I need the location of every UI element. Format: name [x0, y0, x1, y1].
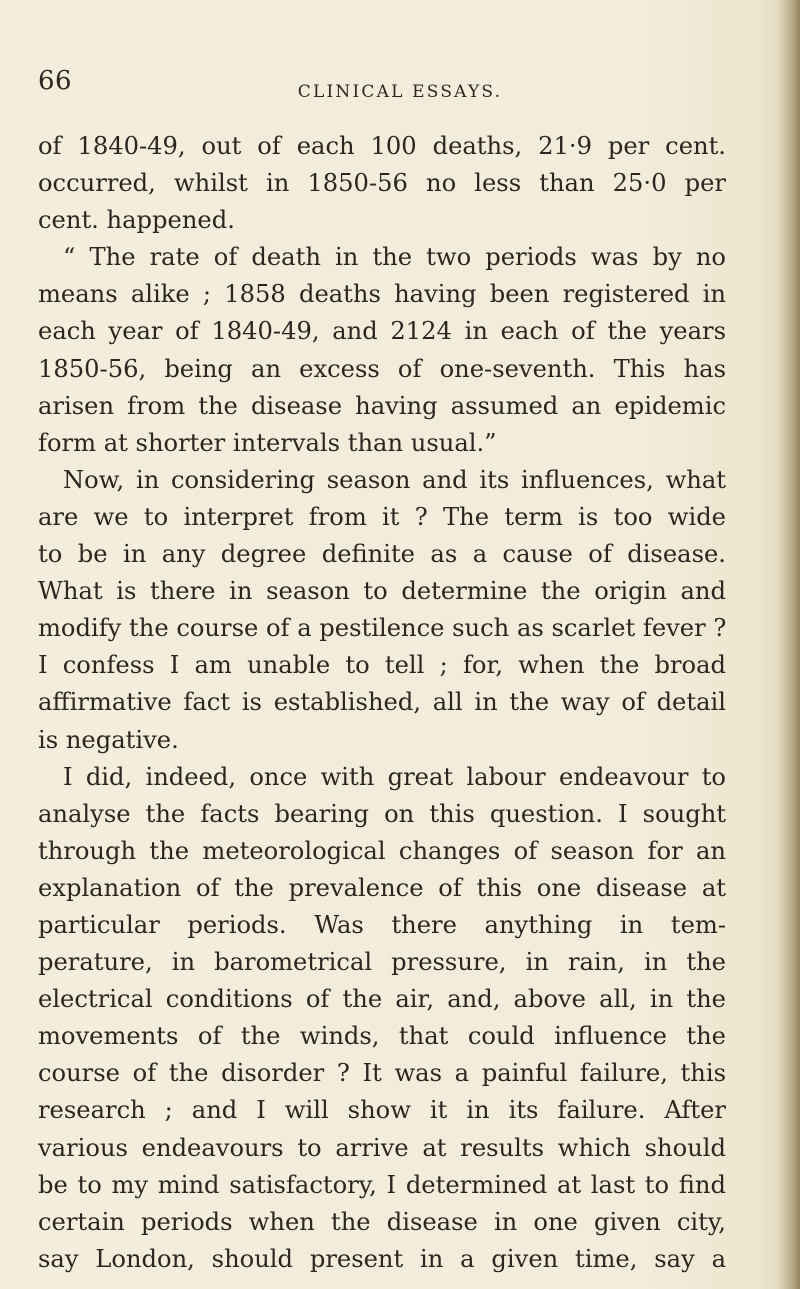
text-line: cent. happened. [38, 206, 235, 235]
text-line: particular periods. Was there anything in tem- [38, 910, 726, 939]
text-line: analyse the facts bearing on this question. I sought [38, 799, 726, 828]
text-line: occurred, whilst in 1850-56 no less than 25·0 per [38, 169, 726, 198]
text-line: are we to interpret from it ? The term is too wide [38, 502, 726, 531]
text-line: through the meteorological changes of season for an [38, 836, 726, 865]
text-line: to be in any degree definite as a cause of disease. [38, 540, 726, 569]
text-line: is negative. [38, 725, 179, 754]
text-line: of 1840-49, out of each 100 deaths, 21·9 per cent. [38, 132, 726, 160]
text-line: “ The rate of death in the two periods was by no [63, 243, 726, 272]
text-line: arisen from the disease having assumed an epidemic [38, 391, 726, 420]
text-line: means alike ; 1858 deaths having been registered in [38, 280, 726, 309]
text-line: affirmative fact is established, all in the way of detail [38, 688, 726, 717]
text-line: explanation of the prevalence of this one disease at [38, 873, 726, 902]
text-line: movements of the winds, that could influence the [38, 1022, 726, 1051]
text-line: Now, in considering season and its influences, what [63, 465, 726, 494]
running-head: CLINICAL ESSAYS. [297, 82, 503, 102]
text-line: course of the disorder ? It was a painful failure, this [38, 1059, 726, 1088]
text-line: What is there in season to determine the origin and [38, 577, 726, 606]
text-line: form at shorter intervals than usual.” [38, 428, 497, 457]
text-line: say London, should present in a given time, say a [38, 1244, 726, 1273]
text-line: certain periods when the disease in one given city, [38, 1207, 726, 1236]
text-line: perature, in barometrical pressure, in rain, in the [38, 948, 726, 977]
text-line: 1850-56, being an excess of one-seventh. This has [38, 354, 726, 383]
text-line: various endeavours to arrive at results which should [38, 1133, 726, 1162]
text-line: modify the course of a pestilence such as scarlet fever ? [38, 614, 726, 643]
text-line: electrical conditions of the air, and, above all, in the [38, 985, 726, 1014]
text-line: be to my mind satisfactory, I determined at last to find [38, 1170, 726, 1199]
text-line: I did, indeed, once with great labour endeavour to [63, 762, 726, 791]
page-edge-shadow [778, 0, 800, 1289]
page-number: 66 [38, 66, 73, 96]
body-text [38, 128, 726, 1278]
text-line: research ; and I will show it in its failure. After [38, 1096, 726, 1125]
text-line: each year of 1840-49, and 2124 in each of the years [38, 317, 726, 346]
text-line: I confess I am unable to tell ; for, when the broad [38, 651, 726, 680]
